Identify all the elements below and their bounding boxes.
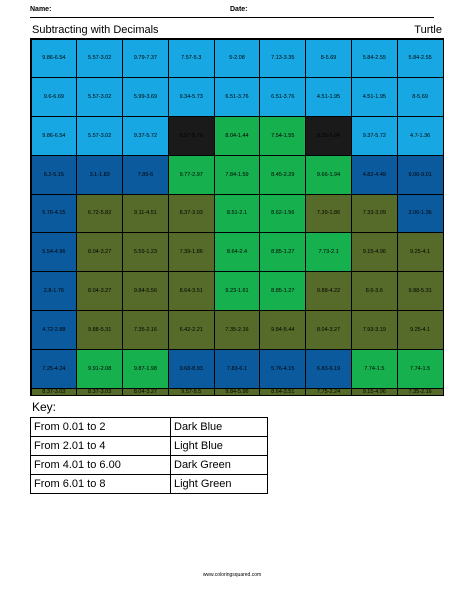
grid-cell: 9.84-5.96 xyxy=(214,388,261,396)
key-range: From 2.01 to 4 xyxy=(31,437,171,456)
grid-cell: 6.2-5.15 xyxy=(31,155,78,195)
grid-cell: 7.84-1.59 xyxy=(214,155,261,195)
grid-cell: 8.04-3.27 xyxy=(76,271,123,311)
grid-cell: 5.76-4.15 xyxy=(31,194,78,234)
grid-cell: 5.76-4.15 xyxy=(259,349,306,389)
grid-cell: 9.15-4.96 xyxy=(351,388,398,396)
grid-cell: 6.51-3.76 xyxy=(259,77,306,117)
grid-cell: 7.35-2.16 xyxy=(214,310,261,350)
grid-cell: 4.82-4.49 xyxy=(351,155,398,195)
grid-cell: 5.54-4.96 xyxy=(31,232,78,272)
grid-cell: 7.83-6.1 xyxy=(214,349,261,389)
grid-cell: 5.57-3.02 xyxy=(76,77,123,117)
grid-cell: 8.37-3.03 xyxy=(31,388,78,396)
grid-cell: 9.11-4.51 xyxy=(122,194,169,234)
grid-cell: 8.97-5.76 xyxy=(168,116,215,156)
key-row xyxy=(31,418,268,437)
grid-cell: 7.74-1.5 xyxy=(351,349,398,389)
grid-cell: 9.06-9.01 xyxy=(397,155,444,195)
grid-cell: 9.84-5.56 xyxy=(122,271,169,311)
key-row xyxy=(31,475,268,494)
grid-cell: 5.57-3.02 xyxy=(76,116,123,156)
grid-cell: 3.1-1.83 xyxy=(76,155,123,195)
grid-cell: 9.68-8.93 xyxy=(168,349,215,389)
grid-cell: 9.79-7.37 xyxy=(122,39,169,79)
page-title: Subtracting with Decimals xyxy=(32,24,159,36)
grid-cell: 9.91-2.08 xyxy=(76,349,123,389)
grid-cell: 9.88-4.22 xyxy=(305,271,352,311)
picture-subject: Turtle xyxy=(414,24,442,36)
grid-cell: 7.13-3.35 xyxy=(259,39,306,79)
grid-cell: 9.25-4.1 xyxy=(397,310,444,350)
grid-cell: 9.86-6.54 xyxy=(31,39,78,79)
grid-cell: 8.51-2.1 xyxy=(214,194,261,234)
grid-cell: 8.04-3.27 xyxy=(305,310,352,350)
title-bar xyxy=(30,18,444,38)
grid-cell: 8.64-3.51 xyxy=(259,388,306,396)
grid-cell: 8-5.69 xyxy=(397,77,444,117)
grid-cell: 8.64-3.51 xyxy=(168,271,215,311)
grid-cell: 7.39-1.86 xyxy=(168,232,215,272)
key-range: From 4.01 to 6.00 xyxy=(31,456,171,475)
grid-cell: 8.62-1.56 xyxy=(259,194,306,234)
grid-cell: 9.87-1.98 xyxy=(122,349,169,389)
grid-cell: 6.42-2.21 xyxy=(168,310,215,350)
grid-cell: 5.84-2.55 xyxy=(397,39,444,79)
grid-cell: 5.84-2.55 xyxy=(351,39,398,79)
grid-cell: 9.88-5.31 xyxy=(76,310,123,350)
grid-cell: 9.37-5.72 xyxy=(122,116,169,156)
grid-cell: 4.72-2.88 xyxy=(31,310,78,350)
grid-cell: 7.89-6 xyxy=(122,155,169,195)
grid-cell: 9.15-4.96 xyxy=(351,232,398,272)
grid-cell: 8.04-3.27 xyxy=(122,388,169,396)
grid-cell: 7.93-3.19 xyxy=(351,310,398,350)
mystery-picture-grid xyxy=(30,38,444,396)
grid-cell: 9.66-1.94 xyxy=(305,155,352,195)
grid-cell: 9.57-5.5 xyxy=(168,388,215,396)
grid-cell: 8.6-3.6 xyxy=(351,271,398,311)
grid-cell: 7.33-3.09 xyxy=(351,194,398,234)
grid-cell: 9.34-5.73 xyxy=(168,77,215,117)
grid-cell: 5-2.08 xyxy=(214,39,261,79)
grid-cell: 7.74-1.5 xyxy=(397,349,444,389)
grid-cell: 9.37-5.72 xyxy=(351,116,398,156)
grid-cell: 9.84-5.44 xyxy=(259,310,306,350)
grid-cell: 8.04-3.27 xyxy=(76,232,123,272)
grid-cell: 8.25-1.04 xyxy=(305,116,352,156)
grid-cell: 8.37-3.03 xyxy=(168,194,215,234)
name-label: Name: xyxy=(30,6,52,13)
grid-cell: 7.25-4.24 xyxy=(31,349,78,389)
grid-cell: 6.83-6.19 xyxy=(305,349,352,389)
date-label: Date: xyxy=(230,6,248,13)
key-color: Dark Green xyxy=(171,456,268,475)
key-row xyxy=(31,437,268,456)
key-title: Key: xyxy=(32,400,57,414)
grid-cell: 7.35-2.16 xyxy=(122,310,169,350)
grid-cell: 8.37-3.03 xyxy=(76,388,123,396)
grid-cell: 8.85-1.27 xyxy=(259,271,306,311)
grid-cell: 6.72-5.82 xyxy=(76,194,123,234)
grid-cell: 9.77-2.97 xyxy=(168,155,215,195)
color-key-table xyxy=(30,417,268,494)
grid-cell: 8-5.69 xyxy=(305,39,352,79)
grid-cell: 7.54-1.55 xyxy=(259,116,306,156)
key-row xyxy=(31,456,268,475)
grid-cell: 5.57-3.02 xyxy=(76,39,123,79)
grid-cell: 9.25-4.1 xyxy=(397,232,444,272)
grid-cell: 8.04-1.44 xyxy=(214,116,261,156)
grid-cell: 9.6-6.69 xyxy=(31,77,78,117)
grid-cell: 7.35-2.16 xyxy=(397,388,444,396)
grid-cell: 2.8-1.76 xyxy=(31,271,78,311)
key-color: Light Blue xyxy=(171,437,268,456)
site-footer: www.coloringsquared.com xyxy=(202,572,262,578)
grid-cell: 7.75-2.24 xyxy=(305,388,352,396)
grid-cell: 7.39-1.86 xyxy=(305,194,352,234)
grid-cell: 8.85-1.27 xyxy=(259,232,306,272)
grid-cell: 9.86-6.54 xyxy=(31,116,78,156)
grid-cell: 9.88-5.31 xyxy=(397,271,444,311)
grid-cell: 6.51-3.76 xyxy=(214,77,261,117)
grid-cell: 8.64-2.4 xyxy=(214,232,261,272)
grid-cell: 4.51-1.95 xyxy=(351,77,398,117)
key-color: Dark Blue xyxy=(171,418,268,437)
key-range: From 0.01 to 2 xyxy=(31,418,171,437)
grid-cell: 9.23-1.61 xyxy=(214,271,261,311)
key-range: From 6.01 to 8 xyxy=(31,475,171,494)
grid-cell: 7.73-2.1 xyxy=(305,232,352,272)
key-color: Light Green xyxy=(171,475,268,494)
grid-cell: 4.51-1.95 xyxy=(305,77,352,117)
grid-cell: 5.99-3.69 xyxy=(122,77,169,117)
grid-cell: 2.06-1.36 xyxy=(397,194,444,234)
grid-cell: 7.57-5.3 xyxy=(168,39,215,79)
grid-cell: 8.45-2.29 xyxy=(259,155,306,195)
grid-cell: 4.7-1.36 xyxy=(397,116,444,156)
grid-cell: 5.59-1.23 xyxy=(122,232,169,272)
